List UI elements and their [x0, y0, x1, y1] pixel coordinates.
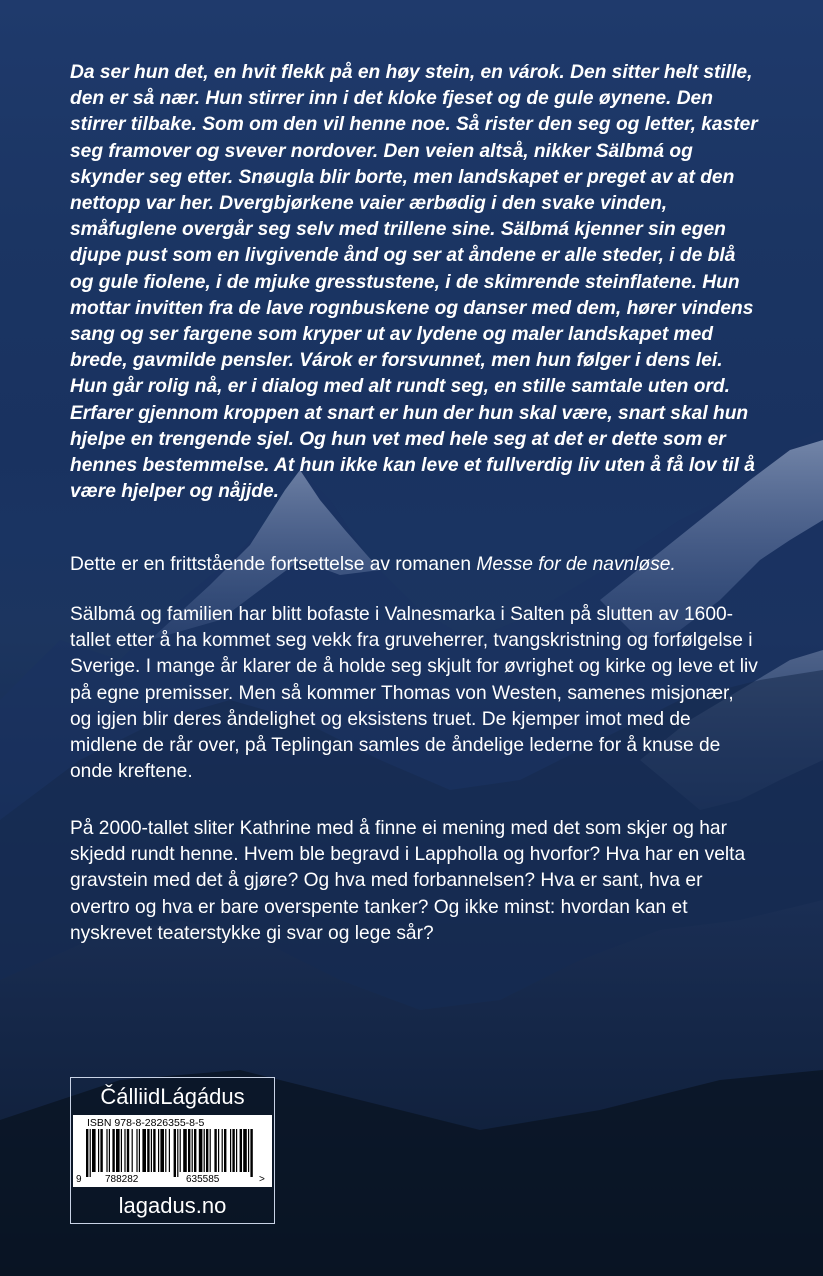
barcode-bar: [127, 1129, 129, 1172]
barcode-bar: [92, 1129, 96, 1172]
barcode-bar: [147, 1129, 149, 1172]
barcode-bar: [90, 1129, 91, 1177]
barcode-bar: [151, 1129, 152, 1172]
barcode-bar: [165, 1129, 166, 1172]
barcode-bar: [136, 1129, 137, 1172]
barcode-digits-left: 788282: [101, 1174, 142, 1185]
barcode-digit-lead: 9: [76, 1174, 82, 1185]
barcode-bar: [248, 1129, 249, 1172]
intro-excerpt: Da ser hun det, en hvit flekk på en høy stein, en várok. Den sitter helt stille, den er så nær. Hun stirrer inn i det kloke fjeset og de gule øynene. Den stirrer tilbake. Som om den vil henne noe. Så rister den seg og letter, kaster seg framover og svever nordover. Den veien altså, nikker Sälbmá og skynder seg etter. Snøugla blir borte, men landskapet er preget av at den nettopp var her. Dvergbjørkene vaier ærbødig i den svake vinden, småfuglene overgår seg selv med trillene sine. Sälbmá kjenner sin egen djupe pust som en livgivende ånd og ser at åndene er alle steder, i de blå og gule fiolene, i de mjuke gresstustene, i de skimrende steinflatene. Hun mottar invitten fra de lave rognbuskene og danser med dem, hører vindens sang og ser fargene som kryper ut av lydene og maler landskapet med brede, gavmilde pensler. Várok er forsvunnet, men hun følger i dens lei. Hun går rolig nå, er i dialog med alt rundt seg, en stille samtale uten ord. Erfarer gjennom kroppen at snart er hun der hun skal være, snart skal hun hjelpe en trengende sjel. Og hun vet med hele seg at det er dette som er hennes bestemmelse. At hun ikke kan leve et fullverdig liv uten å få lov til å være hjelper og nåjjde.: [70, 62, 758, 503]
continuation-note-prefix: Dette er en frittstående fortsettelse av romanen: [70, 554, 477, 575]
publisher-box: [70, 1077, 275, 1224]
summary-paragraph-2: På 2000-tallet sliter Kathrine med å finne ei mening med det som skjer og har skjedd rundt henne. Hvem ble begravd i Lappholla og hvorfor? Hva har en velta gravstein med det å gjøre? Og hva med forbannelsen? Hva er sant, hva er overtro og hva er bare overspente tanker? Og ikke minst: hvordan kan et nyskrevet teaterstykke gi svar og lege sår?: [70, 818, 746, 944]
barcode-bar: [109, 1129, 110, 1172]
barcode-bars: [76, 1129, 269, 1177]
barcode-bar: [180, 1129, 181, 1172]
barcode-bar: [224, 1129, 226, 1172]
barcode-bar: [250, 1129, 252, 1177]
barcode-bar: [177, 1129, 178, 1177]
barcode-bar: [199, 1129, 203, 1172]
barcode-bar: [100, 1129, 102, 1172]
barcode-bar: [232, 1129, 234, 1172]
isbn-number: ISBN 978-8-2826355-8-5: [87, 1117, 205, 1129]
barcode-bar: [174, 1129, 176, 1177]
barcode-bar: [194, 1129, 196, 1172]
barcode-bar: [169, 1129, 170, 1172]
barcode-bar: [86, 1129, 88, 1177]
barcode-bar: [132, 1129, 133, 1172]
barcode-bar: [116, 1129, 120, 1172]
barcode-bar: [192, 1129, 193, 1172]
barcode-bar: [106, 1129, 107, 1172]
barcode-bar: [236, 1129, 237, 1172]
barcode-digits-right: 635585: [182, 1174, 223, 1185]
barcode-bar: [188, 1129, 190, 1172]
barcode-bar: [142, 1129, 146, 1172]
barcode-bar: [218, 1129, 219, 1172]
barcode-bar: [153, 1129, 155, 1172]
barcode-bar: [139, 1129, 140, 1172]
barcode-bar: [204, 1129, 205, 1172]
continuation-note: [70, 552, 760, 578]
barcode-bar: [222, 1129, 223, 1172]
barcode-bar: [112, 1129, 114, 1172]
barcode-bar: [230, 1129, 231, 1172]
barcode-bar: [98, 1129, 99, 1172]
barcode-bar: [243, 1129, 247, 1172]
previous-novel-title: Messe for de navnløse.: [476, 554, 676, 575]
barcode-bar: [210, 1129, 211, 1172]
barcode-bar: [121, 1129, 122, 1172]
barcode-bar: [240, 1129, 242, 1172]
publisher-website: lagadus.no: [118, 1193, 227, 1218]
barcode-bar: [206, 1129, 208, 1172]
publisher-name: ČálliidLágádus: [100, 1084, 245, 1109]
barcode-bar: [183, 1129, 187, 1172]
barcode-bar: [124, 1129, 125, 1172]
barcode-bar: [160, 1129, 164, 1172]
isbn-barcode: [73, 1115, 272, 1187]
barcode-bar: [214, 1129, 216, 1172]
barcode-end-mark: >: [259, 1174, 265, 1185]
barcode-bar: [158, 1129, 159, 1172]
summary-paragraph-1: Sälbmá og familien har blitt bofaste i Valnesmarka i Salten på slutten av 1600-tallet etter å ha kommet seg vekk fra gruveherrer, tvangskristning og forfølgelse i Sverige. I mange år klarer de å holde seg skjult for øvrighet og kirke og leve et liv på egne premisser. Men så kommer Thomas von Westen, samenes misjonær, og igjen blir deres åndelighet og eksistens truet. De kjemper imot med de midlene de rår over, på Teplingan samles de åndelige lederne for å knuse de onde kreftene.: [70, 604, 758, 783]
